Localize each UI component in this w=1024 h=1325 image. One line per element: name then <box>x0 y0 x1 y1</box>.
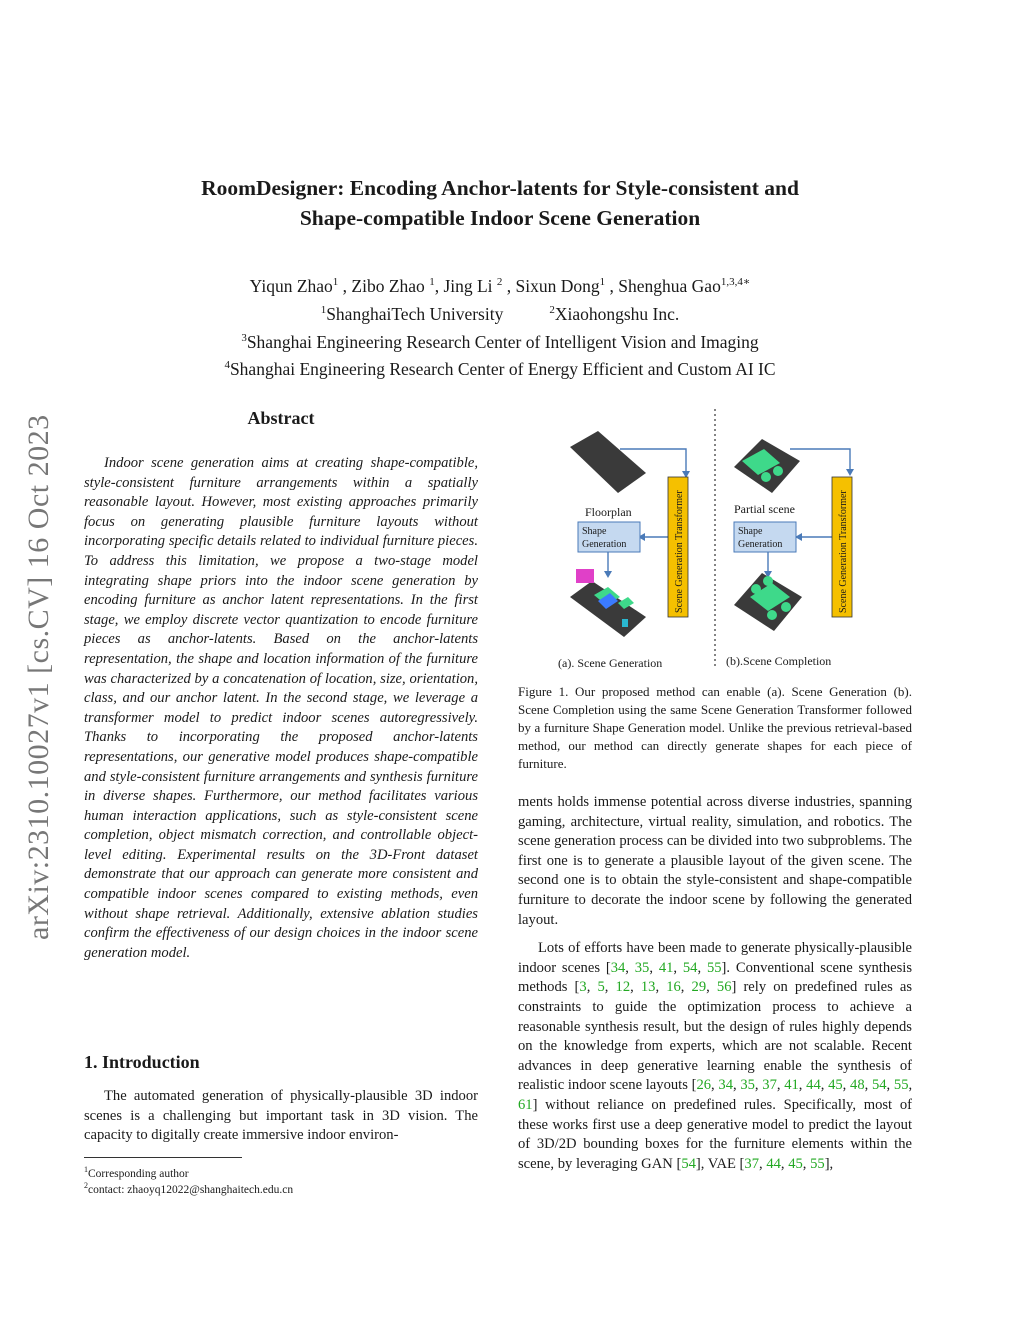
citation-link[interactable]: 44 <box>766 1155 781 1172</box>
citation-link[interactable]: 56 <box>716 979 732 996</box>
figure-1-caption: Figure 1. Our proposed method can enable (a). Scene Generation (b). Scene Completion using the same Scene Generation Transformer followed by a furniture Shape Generation model. Unlike the previous retrieval-based method, our method can directly generate shapes for each piece of furniture. <box>518 684 912 771</box>
affiliation-line-3: $^3$Shanghai Engineering Research Center of Intelligent Vision and Imaging <box>241 331 759 352</box>
paragraph-continuation: ments holds immense potential across diverse industries, spanning gaming, architecture, virtual reality, simulation, and robotics. The scene generation process can be divided into two subproblems. The first one is to generate a plausible layout of the given scene. The second one is to obtain the style-consistent and shape-compatible furniture to decorate the indoor scene by following the generated layout. <box>518 794 912 928</box>
author-sup: 1 <box>332 276 339 288</box>
right-column <box>518 793 912 1183</box>
svg-text:Shape: Shape <box>582 526 607 537</box>
abstract-heading: Abstract <box>247 408 315 428</box>
citation-link[interactable]: 48 <box>850 1077 865 1094</box>
footnote-rule <box>84 1157 242 1158</box>
author-name: Zibo Zhao <box>351 275 430 296</box>
floorplan-shape <box>570 431 646 493</box>
paper-title <box>0 173 1000 233</box>
abstract-body: Indoor scene generation aims at creating shape-compatible, style-consistent furniture arrangements within a spatially reasonable layout. However, most existing approaches primarily focus on generating plausible furniture layouts without incorporating specific details related to individual furniture pieces. To address this limitation, we propose a two-stage model integrating shape priors into the indoor scene generation by encoding furniture as anchor latent representations. In the first stage, we employ discrete vector quantization to encode furniture pieces as anchor-latents. Based on the anchor-latents representation, the shape and location information of the furniture was characterized by a concatenation of location, size, orientation, class, and our anchor latent. In the second stage, we leverage a transformer model to predict indoor scenes autoregressively. Thanks to incorporating the proposed anchor-latents representations, our generative model produces shape-compatible and style-consistent furniture arrangements and synthesis furniture in diverse shapes. Furthermore, our method facilitates various human interaction applications, such as style-consistent scene completion, object mismatch correction, and controllable object-level editing. Experimental results on the 3D-Front dataset demonstrate that our approach can generate more consistent and compatible indoor scenes compared to existing methods, even without shape retrieval. Additionally, extensive ablation studies confirm the effectiveness of our design choices in the indoor scene generation model. <box>84 455 478 961</box>
transformer-label-a: Scene Generation Transformer <box>674 490 685 613</box>
figure-label-b: (b).Scene Completion <box>726 654 832 668</box>
citation-link[interactable]: 3 <box>579 979 587 996</box>
svg-text:Generation: Generation <box>738 539 783 550</box>
author-name: Sixun Dong <box>515 275 600 296</box>
citation-link[interactable]: 37 <box>762 1077 777 1094</box>
affiliation-line-1: $^1$ShanghaiTech University $^2$Xiaohongshu Inc. <box>320 303 680 324</box>
citation-link[interactable]: 54 <box>681 1155 696 1172</box>
citation-link[interactable]: 5 <box>597 979 605 996</box>
citation-link[interactable]: 54 <box>871 1077 887 1094</box>
affiliation-shanghaitech: ShanghaiTech University <box>326 303 504 324</box>
paragraph-related-work: Lots of efforts have been made to generate physically-plausible indoor scenes [34, 35, 41, 54, 55]. Conventional scene synthesis methods [3, 5, 12, 13, 16, 29, 56] rely on predefined rules as constraints to guide the optimization process to achieve a reasonable synthesis result, but the design of rules highly depends on the knowledge from experts, which are not scalable. Recent advances in deep generative learning enable the synthesis of realistic indoor scene layouts [26, 34, 35, 37, 41, 44, 45, 48, 54, 55, 61] without reliance on predefined rules. Specifically, most of these works first use a deep generative model to predict the layout of 3D/2D bounding boxes for the furniture elements within the scene, by leveraging GAN [54], VAE [37, 44, 45, 55], <box>518 940 913 1172</box>
citation-link[interactable]: 45 <box>788 1155 803 1172</box>
figure-label-a: (a). Scene Generation <box>558 656 663 670</box>
floorplan-label: Floorplan <box>585 505 632 519</box>
section-heading-introduction: 1. Introduction <box>84 1052 200 1072</box>
title-line-1: RoomDesigner: Encoding Anchor-latents for Style-consistent and <box>201 176 799 200</box>
citation-group <box>681 1156 696 1172</box>
figure-1-diagram <box>558 405 868 675</box>
citation-link[interactable]: 45 <box>828 1077 843 1094</box>
author-name: Jing Li <box>443 275 497 296</box>
affiliation-line-4: $^4$Shanghai Engineering Research Center of Energy Efficient and Custom AI IC <box>224 359 776 380</box>
citation-link[interactable]: 13 <box>640 979 656 996</box>
citation-link[interactable]: 55 <box>706 959 722 976</box>
citation-group: 37, 44, 45, 55 <box>744 1155 825 1172</box>
citation-link[interactable]: 35 <box>634 959 650 976</box>
intro-paragraph: The automated generation of physically-plausible 3D indoor scenes is a challenging but important task in 3D vision. The capacity to digitally create immersive indoor environ- <box>84 1088 478 1144</box>
author-sup: 1,3,4∗ <box>720 276 751 288</box>
author-block <box>0 270 1000 381</box>
author-name: Shenghua Gao <box>618 275 721 296</box>
citation-link[interactable]: 55 <box>893 1077 909 1094</box>
citation-link[interactable]: 41 <box>658 959 674 976</box>
citation-group: 34, 35, 41, 54, 55 <box>610 959 722 976</box>
citation-link[interactable]: 12 <box>615 979 631 996</box>
arxiv-side-label: arXiv:2310.10027v1 [cs.CV] 16 Oct 2023 <box>22 414 55 940</box>
author-sup: 1 <box>599 276 606 288</box>
citation-link[interactable]: 26 <box>696 1077 712 1094</box>
furniture-magenta <box>576 569 594 583</box>
citation-link[interactable]: 34 <box>718 1077 733 1094</box>
citation-link[interactable]: 61 <box>518 1096 533 1113</box>
citation-group: 26, 34, 35, 37, 41, 44, 45, 48, 54, 55, 61 <box>518 1077 913 1113</box>
title-line-2: Shape-compatible Indoor Scene Generation <box>299 206 701 230</box>
citation-link[interactable]: 54 <box>682 959 698 976</box>
footnote-2: $^2$contact: zhaoyq12022@shanghaitech.edu.cn <box>84 1181 294 1196</box>
citation-link[interactable]: 16 <box>666 979 681 996</box>
citation-link[interactable]: 44 <box>806 1077 821 1094</box>
svg-text:Shape: Shape <box>738 526 763 537</box>
author-sup: 2 <box>496 276 503 288</box>
author-list: Yiqun Zhao$^1$ , Zibo Zhao $^1$, Jing Li $^2$ , Sixun Dong$^1$ , Shenghua Gao$^{1,3,4∗}$ <box>249 275 751 296</box>
svg-text:Generation: Generation <box>582 539 627 550</box>
transformer-label-b: Scene Generation Transformer <box>838 490 849 613</box>
citation-link[interactable]: 37 <box>744 1155 760 1172</box>
citation-group: 3, 5, 12, 13, 16, 29, 56 <box>579 979 732 996</box>
citation-link[interactable]: 35 <box>740 1077 755 1094</box>
footnote-1: $^1$Corresponding author <box>84 1165 189 1180</box>
author-name: Yiqun Zhao <box>249 275 333 296</box>
author-sup: 1 <box>429 276 435 288</box>
arrow-partial-to-transformer <box>790 449 850 471</box>
figure-1 <box>558 405 868 675</box>
citation-link[interactable]: 55 <box>810 1155 825 1172</box>
citation-link[interactable]: 41 <box>784 1077 799 1094</box>
citation-link[interactable]: 34 <box>610 959 626 976</box>
citation-link[interactable]: 29 <box>691 979 707 996</box>
affiliation-xiaohongshu: Xiaohongshu Inc. <box>554 303 680 324</box>
partial-scene-label: Partial scene <box>734 502 795 516</box>
